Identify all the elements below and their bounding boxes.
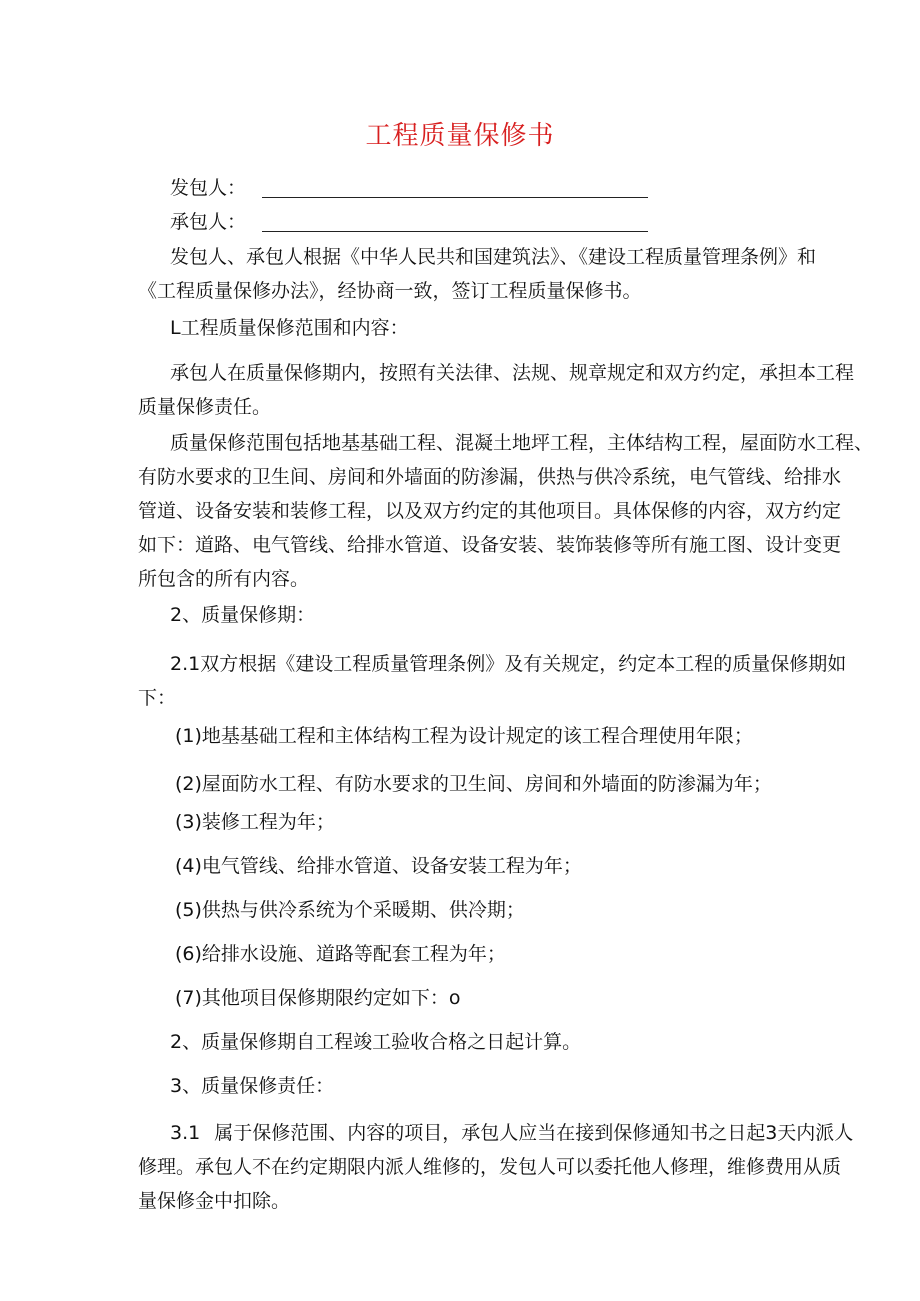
section-2-heading: 2、质量保修期： [170,604,316,626]
period-item-6: (6)给排水设施、道路等配套工程为年； [175,943,506,965]
s1-p2-line-4: 如下：道路、电气管线、给排水管道、设备安装、装饰装修等所有施工图、设计变更 [138,534,842,556]
s3-1-line-3: 量保修金中扣除。 [138,1190,291,1212]
party-b-blank[interactable] [262,209,648,232]
period-item-4: (4)电气管线、给排水管道、设备安装工程为年； [175,855,582,877]
period-item-2: (2)屋面防水工程、有防水要求的卫生间、房间和外墙面的防渗漏为年； [175,773,772,795]
intro-line-2: 《工程质量保修办法》，经协商一致，签订工程质量保修书。 [138,280,642,302]
s1-p2-line-5: 所包含的所有内容。 [138,568,310,590]
period-item-3: (3)装修工程为年； [175,811,335,833]
section-3-heading: 3、质量保修责任： [170,1075,335,1097]
party-a-row [170,171,920,205]
party-a-label: 发包人： [170,177,247,199]
party-a-blank[interactable] [262,175,648,198]
section-1-heading: L工程质量保修范围和内容： [170,317,409,339]
party-b-label: 承包人： [170,211,247,233]
period-item-7: (7)其他项目保修期限约定如下：o [175,987,461,1009]
s2-1-line-2: 下： [138,687,177,709]
s2-2-line: 2、质量保修期自工程竣工验收合格之日起计算。 [170,1031,582,1053]
period-item-1: (1)地基基础工程和主体结构工程为设计规定的该工程合理使用年限； [175,725,753,747]
s1-p1-line-2: 质量保修责任。 [138,396,272,418]
s1-p2-line-1: 质量保修范围包括地基基础工程、混凝土地坪工程，主体结构工程，屋面防水工程、 [170,432,874,454]
s3-1-line-2: 修理。承包人不在约定期限内派人维修的，发包人可以委托他人修理，维修费用从质 [138,1156,842,1178]
period-item-5: (5)供热与供冷系统为个采暖期、供冷期； [175,899,525,921]
s3-1-number: 3.1 [170,1122,201,1144]
s3-1-text: 属于保修范围、内容的项目，承包人应当在接到保修通知书之日起3天内派人 [214,1122,854,1144]
party-b-row [170,205,920,239]
s1-p2-line-2: 有防水要求的卫生间、房间和外墙面的防渗漏，供热与供冷系统，电气管线、给排水 [138,466,842,488]
s1-p2-line-3: 管道、设备安装和装修工程，以及双方约定的其他项目。具体保修的内容，双方约定 [138,500,842,522]
document-title: 工程质量保修书 [365,121,555,151]
s2-1-line-1: 2.1双方根据《建设工程质量管理条例》及有关规定，约定本工程的质量保修期如 [170,653,847,675]
s3-1-line-1 [170,1116,920,1150]
s1-p1-line-1: 承包人在质量保修期内，按照有关法律、法规、规章规定和双方约定，承担本工程 [170,362,855,384]
intro-line-1: 发包人、承包人根据《中华人民共和国建筑法》、《建设工程质量管理条例》和 [170,246,817,268]
